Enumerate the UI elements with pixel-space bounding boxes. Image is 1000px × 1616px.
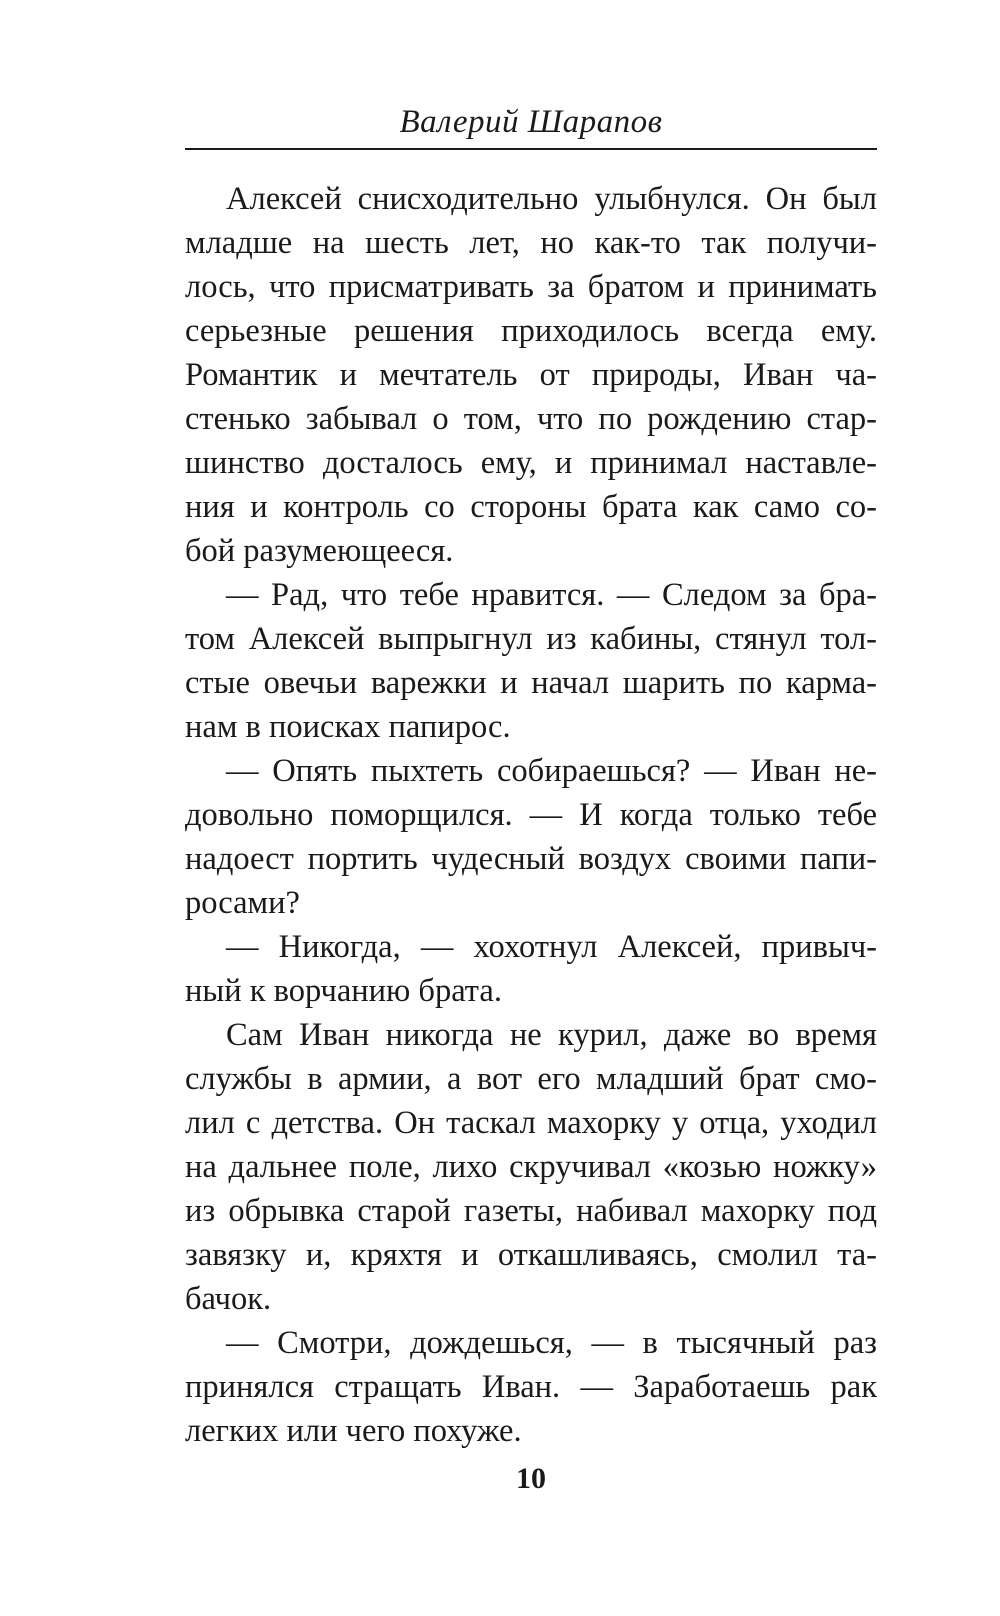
- text-line: довольно поморщился. — И когда только тебе: [185, 797, 877, 833]
- text-line: росами?: [185, 885, 300, 921]
- text-line: Сам Иван никогда не курил, даже во время: [226, 1017, 877, 1053]
- text-line: ния и контроль со стороны брата как само со-: [185, 489, 877, 525]
- text-line: завязку и, кряхтя и откашливаясь, смолил та-: [185, 1237, 877, 1273]
- text-line: стенько забывал о том, что по рождению стар-: [185, 401, 877, 437]
- text-line: младше на шесть лет, но как-то так получи-: [185, 225, 877, 261]
- text-line: службы в армии, а вот его младший брат смо-: [185, 1061, 877, 1097]
- text-line: бой разумеющееся.: [185, 533, 454, 569]
- text-line: ный к ворчанию брата.: [185, 973, 502, 1009]
- text-line: серьезные решения приходилось всегда ему.: [185, 313, 877, 349]
- text-line: — Рад, что тебе нравится. — Следом за бра-: [226, 577, 877, 613]
- text-line: из обрывка старой газеты, набивал махорку под: [185, 1193, 877, 1229]
- text-line: легких или чего похуже.: [185, 1413, 522, 1449]
- header-rule: [185, 148, 877, 150]
- text-line: принялся стращать Иван. — Заработаешь рак: [185, 1369, 877, 1405]
- text-line: — Опять пыхтеть собираешься? — Иван не-: [226, 753, 877, 789]
- text-line: — Смотри, дождешься, — в тысячный раз: [226, 1325, 877, 1361]
- text-line: том Алексей выпрыгнул из кабины, стянул тол-: [185, 621, 877, 657]
- text-line: — Никогда, — хохотнул Алексей, привыч-: [226, 929, 877, 965]
- text-line: надоест портить чудесный воздух своими папи-: [185, 841, 877, 877]
- text-line: бачок.: [185, 1281, 272, 1317]
- page-number: 10: [516, 1462, 546, 1495]
- body-text: [185, 177, 877, 1453]
- text-line: на дальнее поле, лихо скручивал «козью ножку»: [185, 1149, 877, 1185]
- text-line: лось, что присматривать за братом и принимать: [185, 269, 877, 305]
- text-line: Алексей снисходительно улыбнулся. Он был: [226, 181, 877, 217]
- text-line: лил с детства. Он таскал махорку у отца, уходил: [185, 1105, 877, 1141]
- text-line: Романтик и мечтатель от природы, Иван ча-: [185, 357, 877, 393]
- text-line: шинство досталось ему, и принимал наставле-: [185, 445, 877, 481]
- running-head-author: Валерий Шарапов: [399, 104, 663, 140]
- text-line: стые овечьи варежки и начал шарить по карма-: [185, 665, 877, 701]
- text-line: нам в поисках папирос.: [185, 709, 511, 745]
